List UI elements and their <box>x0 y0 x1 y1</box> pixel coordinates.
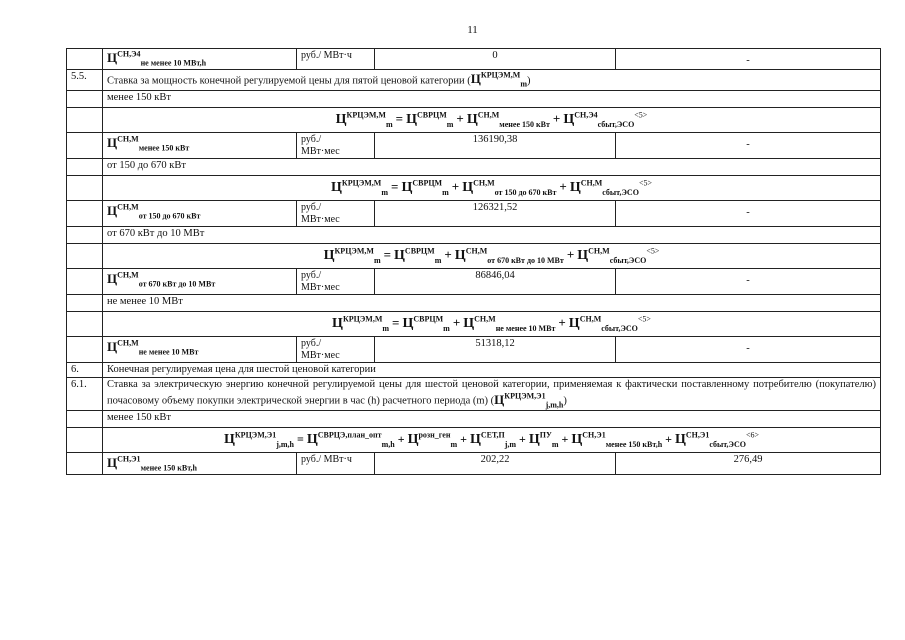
range-label: от 150 до 670 кВт <box>103 159 881 176</box>
formula: $Ц^{КРЦЭМ,М}_m = Ц^{СВРЦМ}_m + Ц^{СН,М}_{не менее 10 МВт} + Ц^{СН,М}_{сбыт,ЭСО}^{<5>}$ <box>103 312 881 337</box>
section-row-5-5 <box>67 70 881 91</box>
range-label: менее 150 кВт <box>103 411 881 428</box>
range-label-row <box>67 411 881 428</box>
formula: $Ц^{КРЦЭМ,М}_m = Ц^{СВРЦМ}_m + Ц^{СН,М}_{от 150 до 670 кВт} + Ц^{СН,М}_{сбыт,ЭСО}^{<5>}$ <box>103 176 881 201</box>
formula-row <box>67 428 881 453</box>
section-row-6 <box>67 363 881 378</box>
section-row-6-1 <box>67 378 881 411</box>
dash-cell: - <box>616 269 881 295</box>
section-title: Ставка за электрическую энергию конечной регулируемой цены для шестой ценовой категории, применяемая к фактически поставленному потребителю (покупателю) почасовому объему покупки электрической энергии в час (h) расчетного периода (m) $(Ц^{КРЦЭМ,Э1}_{j,m,h})$ <box>103 378 881 411</box>
unit-cell: руб./ МВт·ч <box>297 453 375 474</box>
dash-cell: - <box>616 201 881 227</box>
dash-cell: - <box>616 133 881 159</box>
unit-cell: руб./ МВт·ч <box>297 49 375 70</box>
tariff-table <box>66 48 881 475</box>
section-number: 6.1. <box>67 378 103 411</box>
value-cell: 51318,12 <box>375 337 616 363</box>
symbol-cell: $Ц^{СН,Э1}_{менее 150 кВт,h}$ <box>103 453 297 474</box>
symbol-cell: $Ц^{СН,М}_{от 670 кВт до 10 МВт}$ <box>103 269 297 295</box>
table-row <box>67 337 881 363</box>
range-label: от 670 кВт до 10 МВт <box>103 227 881 244</box>
symbol-cell: $Ц^{СН,М}_{от 150 до 670 кВт}$ <box>103 201 297 227</box>
section-number: 6. <box>67 363 103 378</box>
range-label: менее 150 кВт <box>103 91 881 108</box>
formula: $Ц^{КРЦЭМ,М}_m = Ц^{СВРЦМ}_m + Ц^{СН,М}_{от 670 кВт до 10 МВт} + Ц^{СН,М}_{сбыт,ЭСО}^{<5>}$ <box>103 244 881 269</box>
section-title: Конечная регулируемая цена для шестой ценовой категории <box>103 363 881 378</box>
value-cell: 126321,52 <box>375 201 616 227</box>
range-label-row <box>67 159 881 176</box>
section-title: Ставка за мощность конечной регулируемой цены для пятой ценовой категории $(Ц^{КРЦЭМ,М}_m)$ <box>103 70 881 91</box>
table-row <box>67 269 881 295</box>
range-label: не менее 10 МВт <box>103 295 881 312</box>
cell-num <box>67 49 103 70</box>
symbol-cell: $Ц^{СН,Э4}_{не менее 10 МВт,h}$ <box>103 49 297 70</box>
value-cell-2: 276,49 <box>616 453 881 474</box>
formula-row <box>67 312 881 337</box>
table-row <box>67 49 881 70</box>
formula-row <box>67 244 881 269</box>
formula: $Ц^{КРЦЭМ,М}_m = Ц^{СВРЦМ}_m + Ц^{СН,М}_{менее 150 кВт} + Ц^{СН,Э4}_{сбыт,ЭСО}^{<5>}$ <box>103 108 881 133</box>
unit-cell: руб./ МВт·мес <box>297 201 375 227</box>
range-label-row <box>67 91 881 108</box>
unit-cell: руб./ МВт·мес <box>297 133 375 159</box>
unit-cell: руб./ МВт·мес <box>297 269 375 295</box>
value-cell: 0 <box>375 49 616 70</box>
dash-cell: - <box>616 337 881 363</box>
value-cell: 202,22 <box>375 453 616 474</box>
dash-cell: - <box>616 49 881 70</box>
section-number: 5.5. <box>67 70 103 91</box>
formula: $Ц^{КРЦЭМ,Э1}_{j,m,h} = Ц^{СВРЦЭ,план\_опт}_{m,h} + Ц^{розн\_ген}_m + Ц^{СЕТ,П}_{j,m} + Ц^{ПУ}_m + Ц^{СН,Э1}_{менее 150 кВт,h} + Ц^{СН,Э1}_{сбыт,ЭСО}^{<6>}$ <box>103 428 881 453</box>
table-row <box>67 201 881 227</box>
value-cell: 86846,04 <box>375 269 616 295</box>
range-label-row <box>67 227 881 244</box>
page-number: 11 <box>467 24 478 36</box>
symbol-cell: $Ц^{СН,М}_{не менее 10 МВт}$ <box>103 337 297 363</box>
formula-row <box>67 176 881 201</box>
unit-cell: руб./ МВт·мес <box>297 337 375 363</box>
formula-row <box>67 108 881 133</box>
table-row <box>67 133 881 159</box>
value-cell: 136190,38 <box>375 133 616 159</box>
table-row <box>67 453 881 474</box>
symbol-cell: $Ц^{СН,М}_{менее 150 кВт}$ <box>103 133 297 159</box>
range-label-row <box>67 295 881 312</box>
